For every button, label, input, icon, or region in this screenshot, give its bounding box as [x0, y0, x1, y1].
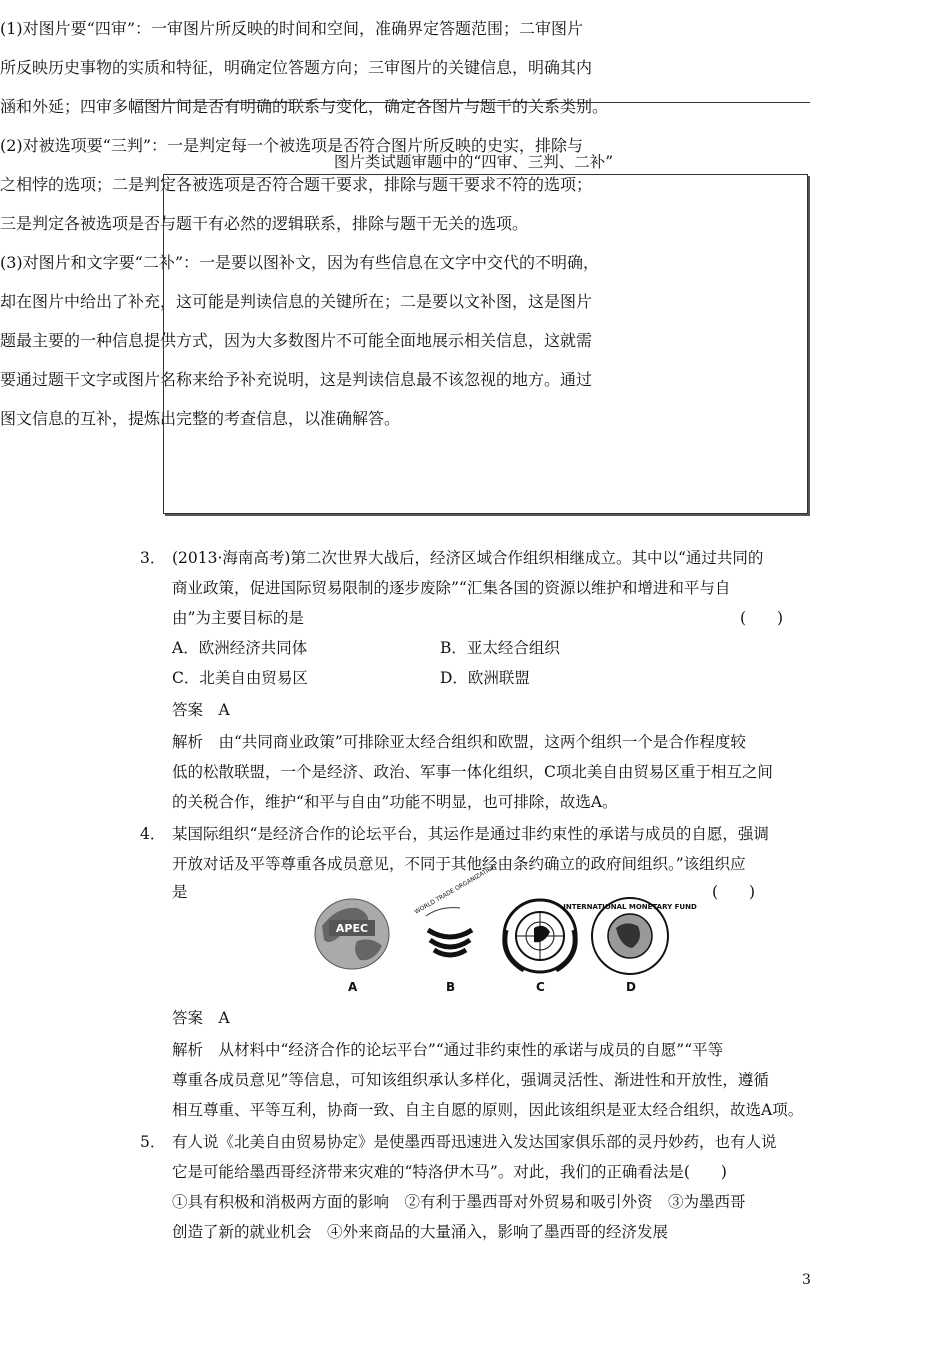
apec-text: APEC — [335, 922, 369, 935]
box-line: 所反映历史事物的实质和特征，明确定位答题方向；三审图片的关键信息，明确其内 — [0, 58, 593, 77]
analysis-line: 相互尊重、平等互利，协商一致、自主自愿的原则，因此该组织是亚太经合组织，故选A项。 — [172, 1101, 804, 1119]
box-line: 涵和外延；四审多幅图片间是否有明确的联系与变化，确定各图片与题干的关系类别。 — [0, 97, 609, 116]
imf-text: INTERNATIONAL MONETARY FUND — [563, 903, 697, 911]
option-c: C．北美自由贸易区 — [172, 669, 308, 687]
question-number: 3． — [140, 549, 166, 567]
box-line: 却在图片中给出了补充，这可能是判读信息的关键所在；二是要以文补图，这是图片 — [0, 292, 593, 311]
box-line: (1)对图片要“四审”：一审图片所反映的时间和空间，准确界定答题范围；二审图片 — [0, 19, 584, 38]
analysis-line: 解析 由“共同商业政策”可排除亚太经合组织和欧盟，这两个组织一个是合作程度较 — [172, 733, 746, 751]
answer-paren: ( ) — [712, 883, 756, 901]
analysis-line: 尊重各成员意见”等信息，可知该组织承认多样化，强调灵活性、渐进性和开放性，遵循 — [172, 1071, 769, 1089]
answer: 答案 A — [172, 1009, 230, 1027]
answer: 答案 A — [172, 701, 230, 719]
logo-label-c: C — [536, 980, 545, 994]
apec-logo — [315, 899, 389, 969]
question-stem-line: 开放对话及平等尊重各成员意见，不同于其他经由条约确立的政府间组织。”该组织应 — [172, 855, 746, 873]
logo-label-a: A — [348, 980, 358, 994]
header-rule — [137, 102, 810, 103]
tip-box — [163, 174, 808, 514]
question-stem-line: 商业政策，促进国际贸易限制的逐步废除”“汇集各国的资源以维护和增进和平与自 — [172, 579, 731, 597]
box-line: 图文信息的互补，提炼出完整的考查信息，以准确解答。 — [0, 409, 401, 428]
question-stem-line: 有人说《北美自由贸易协定》是使墨西哥迅速进入发达国家俱乐部的灵丹妙药，也有人说 — [172, 1133, 777, 1151]
answer-paren: ( ) — [740, 609, 784, 627]
question-stem-line: (2013·海南高考)第二次世界大战后，经济区域合作组织相继成立。其中以“通过共同的 — [172, 549, 764, 567]
page-number: 3 — [802, 1272, 811, 1288]
logo-images — [312, 863, 697, 976]
option-a: A．欧洲经济共同体 — [172, 639, 308, 657]
box-line: (2)对被选项要“三判”：一是判定每一个被选项是否符合图片所反映的史实，排除与 — [0, 136, 584, 155]
question-number: 4． — [140, 825, 166, 843]
question-stem-line: 它是可能给墨西哥经济带来灾难的“特洛伊木马”。对此，我们的正确看法是( ) — [172, 1163, 727, 1181]
box-title: 图片类试题审题中的“四审、三判、二补” — [333, 153, 614, 171]
wto-logo — [414, 863, 498, 955]
question-stem-line: 是 — [172, 883, 188, 901]
analysis-line: 解析 从材料中“经济合作的论坛平台”“通过非约束性的承诺与成员的自愿”“平等 — [172, 1041, 724, 1059]
imf-logo — [563, 898, 697, 974]
box-line: 要通过题干文字或图片名称来给予补充说明，这是判读信息最不该忽视的地方。通过 — [0, 370, 593, 389]
wto-text: WORLD TRADE ORGANIZATION — [413, 863, 498, 916]
box-line: 题最主要的一种信息提供方式，因为大多数图片不可能全面地展示相关信息，这就需 — [0, 331, 593, 350]
logo-label-b: B — [446, 980, 456, 994]
box-line: 之相悖的选项；二是判定各被选项是否符合题干要求，排除与题干要求不符的选项； — [0, 175, 593, 194]
logo-label-d: D — [626, 980, 636, 994]
option-d: D．欧洲联盟 — [440, 669, 530, 687]
logo-figure — [312, 863, 697, 996]
question-stem-line: 某国际组织“是经济合作的论坛平台，其运作是通过非约束性的承诺与成员的自愿，强调 — [172, 825, 769, 843]
question-number: 5． — [140, 1133, 166, 1151]
question-stem-line: ①具有积极和消极两方面的影响 ②有利于墨西哥对外贸易和吸引外资 ③为墨西哥 — [172, 1193, 746, 1211]
question-stem-line: 由”为主要目标的是 — [172, 609, 304, 627]
box-line: 三是判定各被选项是否与题干有必然的逻辑联系，排除与题干无关的选项。 — [0, 214, 529, 233]
analysis-line: 低的松散联盟，一个是经济、政治、军事一体化组织，C项北美自由贸易区重于相互之间 — [172, 763, 773, 781]
question-stem-line: 创造了新的就业机会 ④外来商品的大量涌入，影响了墨西哥的经济发展 — [172, 1223, 669, 1241]
option-b: B．亚太经合组织 — [440, 639, 560, 657]
analysis-line: 的关税合作，维护“和平与自由”功能不明显，也可排除，故选A。 — [172, 793, 618, 811]
box-line: (3)对图片和文字要“二补”：一是要以图补文，因为有些信息在文字中交代的不明确， — [0, 253, 600, 272]
